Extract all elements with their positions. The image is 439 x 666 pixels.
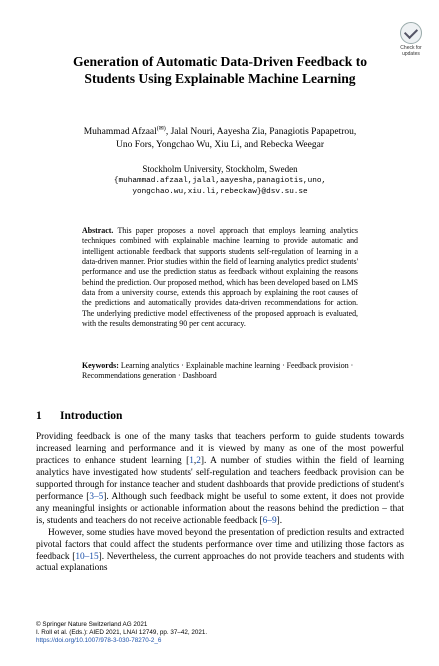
badge-line2: updates <box>402 51 420 57</box>
section-number: 1 <box>36 410 42 422</box>
badge-label <box>392 45 430 57</box>
citation-link[interactable]: 1 <box>189 455 194 466</box>
doi-link[interactable]: https://doi.org/10.1007/978-3-030-78270-2_6 <box>36 637 162 644</box>
keywords <box>82 361 358 382</box>
paragraph-1 <box>36 432 404 528</box>
abstract-text: This paper proposes a novel approach that employs learning analytics techniques combined with explainable machine learning to provide automatic and intelligent actionable feedback that supports students self-regulation of learning in a data-driven manner. Prior studies within the field of learning analytics predict students' performance and use the prediction status as feedback without explaining the reasons behind the prediction. Our proposed method, which has been developed based on LMS data from a university course, extends this approach by explaining the root causes of the predictions and automatically provides data-driven recommendations for action. The underlying predictive model effectiveness of the proposed approach is evaluated, with the results demonstrating 90 per cent accuracy. <box>82 226 358 329</box>
text-run: ]. A number of studies within the field of learning analytics have investigated how students' self-regulation and teachers feedback provision can be supported through for instance teacher and student dashboards that provide predictions of student's performance [ <box>36 455 405 502</box>
envelope-mark: (✉) <box>156 125 166 132</box>
section-title: Introduction <box>60 410 123 422</box>
coauthors: , Jalal Nouri, Aayesha Zia, Panagiotis Papapetrou, <box>165 127 357 137</box>
author-line-1 <box>40 126 400 139</box>
paper-title: Generation of Automatic Data-Driven Feedback to Students Using Explainable Machine Learning <box>72 54 368 86</box>
text-run: Providing feedback is one of the many tasks that teachers perform to guide students towards increased learning and performance and it is viewed by many as one of the most powerful practices to enhance student learning [ <box>36 432 404 466</box>
institution: Stockholm University, Stockholm, Sweden <box>142 164 298 174</box>
check-for-updates-badge[interactable] <box>392 22 430 60</box>
copyright: © Springer Nature Switzerland AG 2021 <box>36 621 148 628</box>
abstract-label: Abstract. <box>82 226 114 235</box>
text-run: ]. Although such feedback might be useful to some extent, it does not provide any meaningful insights or actionable information about the reasons behind the prediction – that is, students and teachers do not receive actionable feedback [ <box>36 491 405 526</box>
badge-line1: Check for <box>400 45 422 51</box>
email-line-1: {muhammad.afzaal,jalal,aayesha,panagiotis,uno, <box>113 176 327 185</box>
text-run: , <box>193 455 197 466</box>
section-heading <box>36 410 122 422</box>
abstract <box>82 226 358 329</box>
keywords-label: Keywords: <box>82 361 119 370</box>
citation-link[interactable]: 6–9 <box>262 515 277 526</box>
text-run: ]. <box>276 515 283 526</box>
checkmark-icon <box>400 22 422 44</box>
citation-link[interactable]: 10–15 <box>75 551 99 562</box>
email-line-2: yongchao.wu,xiu.li,rebeckaw}@dsv.su.se <box>132 188 308 196</box>
corresponding-author: Muhammad Afzaal <box>83 127 157 137</box>
citation-info: I. Roll et al. (Eds.): AIED 2021, LNAI 12749, pp. 37–42, 2021. <box>36 629 208 636</box>
body-text <box>36 432 404 575</box>
footer <box>36 621 404 645</box>
text-run: However, some studies have moved beyond the presentation of prediction results and extracted pivotal factors that could affect the students performance over time and utilizing those factors as feedback [ <box>36 527 404 562</box>
paragraph-2 <box>36 528 404 576</box>
author-line-2: Uno Fors, Yongchao Wu, Xiu Li, and Rebecka Weegar <box>116 139 324 150</box>
citation-link[interactable]: 3–5 <box>89 491 104 502</box>
citation-link[interactable]: 2 <box>196 455 201 466</box>
text-run: ]. Nevertheless, the current approaches do not provide teachers and students with actual explanations <box>36 551 404 574</box>
keywords-text: Learning analytics · Explainable machine learning · Feedback provision · Recommendations generation · Dashboard <box>82 361 354 381</box>
author-list <box>40 126 400 151</box>
affiliation <box>60 164 380 199</box>
